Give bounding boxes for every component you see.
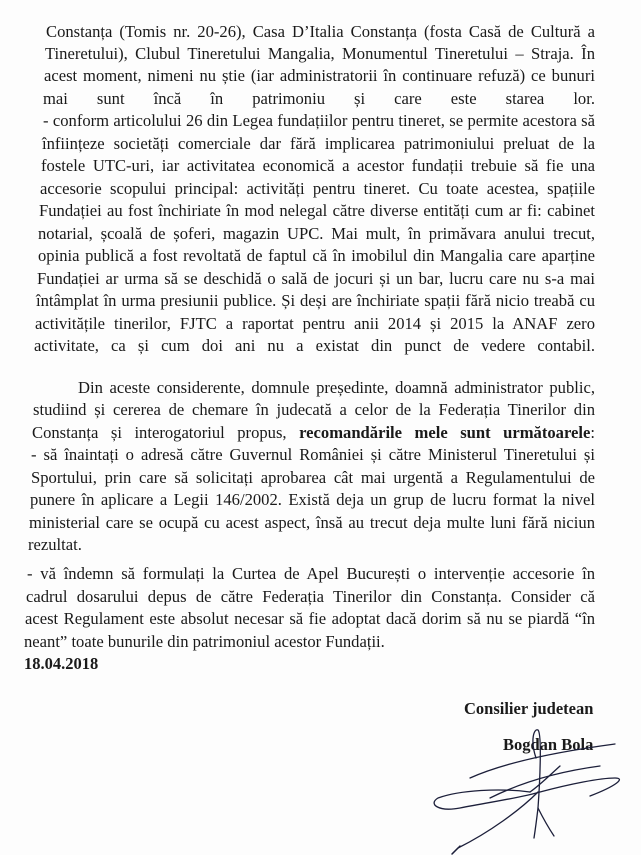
text-line: Sportului, prin care să solicitați aprobarea cât mai urgentă a Regulamentului de — [31, 468, 595, 487]
document-date: 18.04.2018 — [24, 654, 99, 673]
signature-stroke — [538, 808, 554, 836]
text-line: înființeze societăți comerciale dar fără implicarea patrimoniului preluat de la — [42, 134, 595, 153]
handwritten-signature-icon — [430, 720, 641, 855]
text-line: activitățile tinerilor, FJTC a raportat pentru anii 2014 și 2015 la ANAF zero — [35, 314, 595, 333]
signatory-name: Bogdan Bola — [503, 735, 594, 754]
text-line: notarial, școală de șoferi, magazin UPC. Mai mult, în primăvara anului trecut, — [38, 224, 595, 243]
text-line: întâmplat în urma presiunii publice. Și deși are închiriate spații fără nicio treabă cu — [36, 291, 595, 310]
text-run: Constanța și interogatoriul propus, — [32, 423, 287, 442]
text-line: opinia publică a fost revoltată de faptul că în imobilul din Mangalia care aparține — [38, 246, 595, 265]
text-line: Fundației au fost închiriate în mod nelegal către diverse entități cum ar fi: cabinet — [39, 201, 595, 220]
text-line: Constanța (Tomis nr. 20-26), Casa D’Italia Constanța (fosta Casă de Cultură a — [46, 22, 595, 41]
text-line: Din aceste considerente, domnule președinte, doamnă administrator public, — [78, 378, 595, 397]
text-line: Fundației ar urma să se deschidă o sală de jocuri și un bar, lucru care nu s-a mai — [37, 269, 595, 288]
text-line: Tineretului), Clubul Tineretului Mangalia, Monumentul Tineretului – Straja. În — [45, 44, 595, 63]
text-line: accesorie scopului principal: activități pentru tineret. Cu toate acestea, spațiile — [40, 179, 595, 198]
text-line: ministerial care se ocupă cu acest aspect, însă au trecut deja multe luni fără niciun — [29, 513, 595, 532]
signature-stroke — [470, 744, 615, 778]
emphasis-text: recomandările mele sunt următoarele — [299, 423, 591, 442]
text-line: mai sunt încă în patrimoniu și care este starea lor. — [43, 89, 595, 108]
text-line: acest moment, nimeni nu știe (iar administratorii în continuare refuză) ce bunuri — [44, 66, 595, 85]
signature-stroke — [452, 846, 460, 854]
text-line: neant” toate bunurile din patrimoniul acestor Fundații. — [24, 632, 385, 651]
text-line: fostele UTC-uri, iar activitatea economică a acestor fundații trebuie să fie una — [41, 156, 595, 175]
text-line: cadrul dosarului depus de către Federația Tinerilor din Constanța. Consider că — [26, 587, 595, 606]
text-line: rezultat. — [28, 535, 82, 554]
text-line: studiind și cererea de chemare în judecată a celor de la Federația Tinerilor din — [33, 400, 595, 419]
text-run: : — [590, 423, 596, 442]
text-line: acest Regulament este absolut necesar să fie adoptat dacă dorim să nu se piardă “în — [25, 609, 595, 628]
text-line: activitate, ca și cum doi ani nu a existat din punct de vedere contabil. — [34, 336, 595, 355]
text-line: - să înaintați o adresă către Guvernul României și către Ministerul Tineretului și — [31, 445, 595, 464]
text-line: - conform articolului 26 din Legea fundațiilor pentru tineret, se permite acestora să — [43, 111, 595, 130]
signatory-role: Consilier judetean — [464, 699, 594, 718]
text-line — [32, 422, 595, 444]
text-line: punere în aplicare a Legii 146/2002. Există deja un grup de lucru format la nivel — [30, 490, 595, 509]
text-line: - vă îndemn să formulați la Curtea de Apel București o intervenție accesorie în — [27, 564, 595, 583]
